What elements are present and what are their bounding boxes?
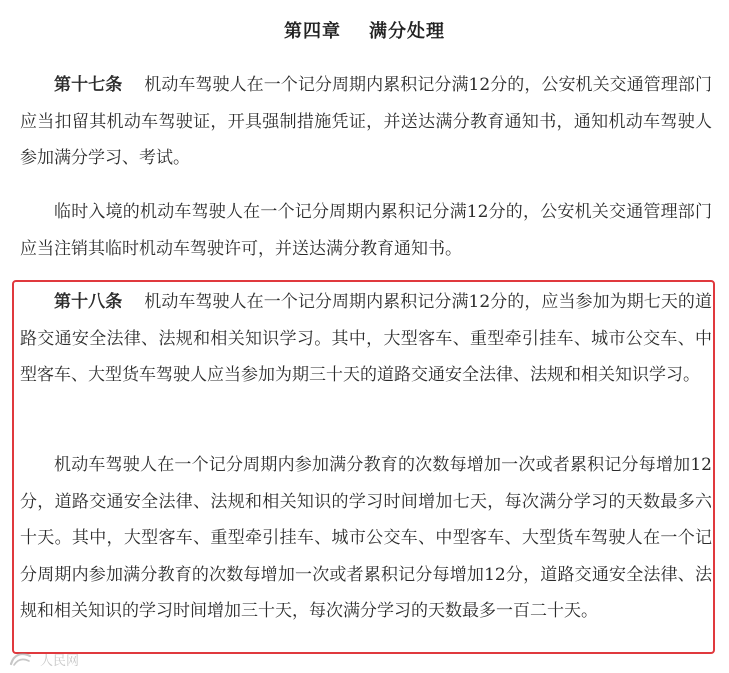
chapter-title: 满分处理 — [369, 21, 445, 42]
chapter-heading — [0, 16, 729, 48]
paragraph-text: 机动车驾驶人在一个记分周期内累积记分满12分的，公安机关交通管理部门应当扣留其机动车驾驶证，开具强制措施凭证，并送达满分教育通知书，通知机动车驾驶人参加满分学习、考试。 — [20, 75, 712, 168]
paragraph-text: 机动车驾驶人在一个记分周期内累积记分满12分的，应当参加为期七天的道路交通安全法律、法规和相关知识学习。其中，大型客车、重型牵引挂车、城市公交车、中型客车、大型货车驾驶人应当参加为期三十天的道路交通安全法律、法规和相关知识学习。 — [20, 292, 712, 385]
article-18-paragraph-2 — [20, 447, 712, 630]
watermark-text: 人民网 — [40, 653, 80, 669]
logo-icon — [8, 650, 34, 668]
paragraph-text: 临时入境的机动车驾驶人在一个记分周期内累积记分满12分的，公安机关交通管理部门应当注销其临时机动车驾驶许可，并送达满分教育通知书。 — [20, 202, 712, 259]
article-label: 第十七条 — [54, 75, 123, 95]
paragraph-text: 机动车驾驶人在一个记分周期内参加满分教育的次数每增加一次或者累积记分每增加12分，道路交通安全法律、法规和相关知识的学习时间增加七天，每次满分学习的天数最多六十天。其中，大型客车、重型牵引挂车、城市公交车、中型客车、大型货车驾驶人在一个记分周期内参加满分教育的次数每增加一次或者累积记分每增加12分，道路交通安全法律、法规和相关知识的学习时间增加三十天，每次满分学习的天数最多一百二十天。 — [20, 455, 712, 621]
article-17-paragraph-1 — [20, 67, 712, 177]
article-17-paragraph-2 — [20, 194, 712, 267]
article-18-paragraph-1 — [20, 284, 712, 394]
chapter-number: 第四章 — [284, 21, 341, 42]
watermark — [8, 648, 79, 670]
article-label: 第十八条 — [54, 292, 123, 312]
